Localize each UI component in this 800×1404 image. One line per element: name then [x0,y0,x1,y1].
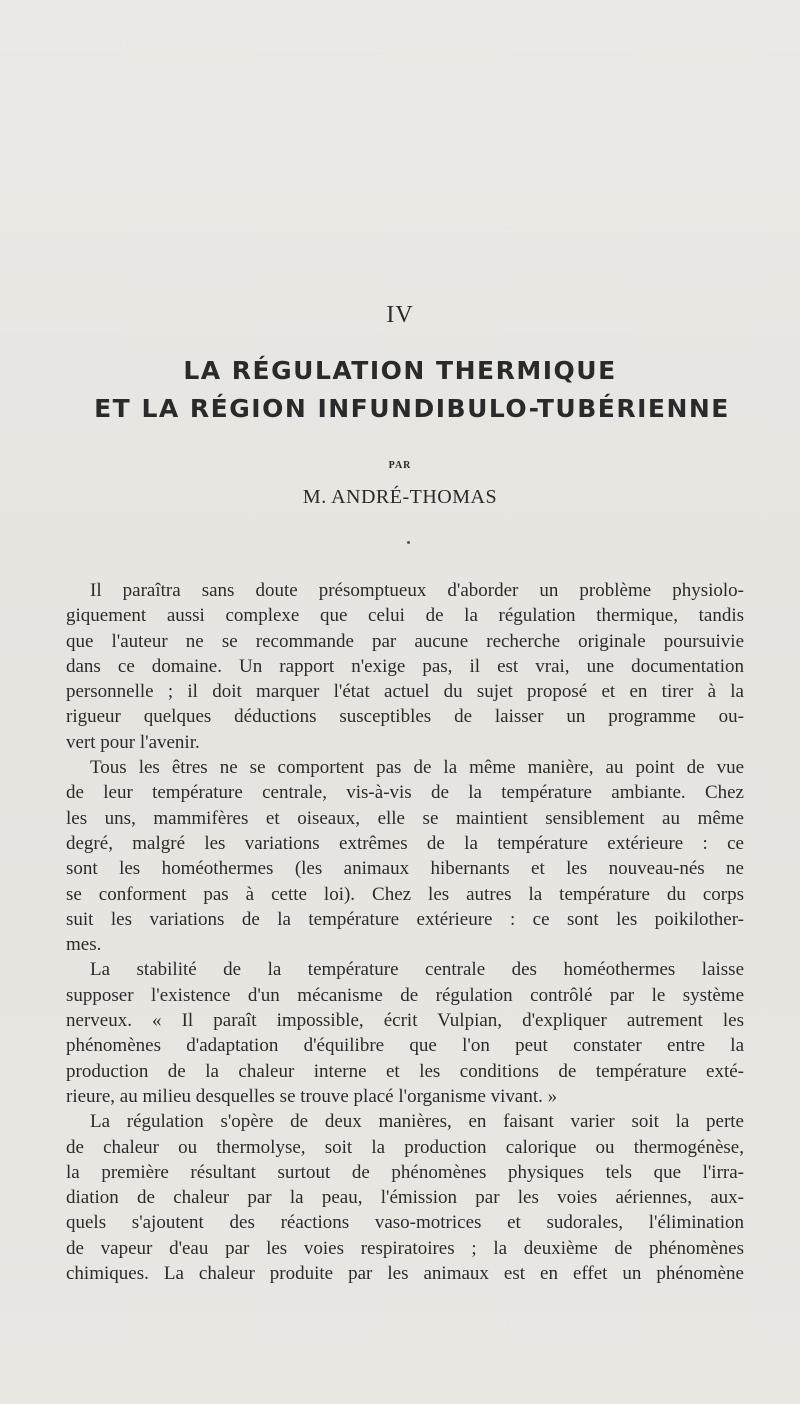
text-line: la première résultant surtout de phénomènes physiques tels que l'irra- [66,1161,744,1183]
text-line: degré, malgré les variations extrêmes de la température extérieure : ce [66,832,744,854]
author-name: M. ANDRÉ-THOMAS [302,486,498,508]
text-line: nerveux. « Il paraît impossible, écrit Vulpian, d'expliquer autrement les [66,1010,744,1032]
by-label: PAR [388,460,412,471]
text-line: production de la chaleur interne et les conditions de température exté- [66,1060,744,1082]
text-line: Il paraîtra sans doute présomptueux d'aborder un problème physiolo- [90,580,744,601]
text-line: de chaleur ou thermolyse, soit la production calorique ou thermogénèse, [66,1136,744,1158]
text-line: de leur température centrale, vis-à-vis de la température ambiante. Chez [66,782,744,804]
text-line: Tous les êtres ne se comportent pas de la même manière, au point de vue [90,757,744,779]
chapter-title-line-2: ET LA RÉGION INFUNDIBULO-TUBÉRIENNE [94,394,730,423]
separator-dot [407,541,410,544]
chapter-number: IV [386,302,414,328]
text-line: les uns, mammifères et oiseaux, elle se maintient sensiblement au même [66,807,744,829]
text-line: que l'auteur ne se recommande par aucune recherche originale poursuivie [66,630,744,652]
text-line: diation de chaleur par la peau, l'émission par les voies aériennes, aux- [66,1187,744,1209]
text-line: vert pour l'avenir. [66,731,200,753]
text-line: mes. [66,934,102,956]
text-line: personnelle ; il doit marquer l'état actuel du sujet proposé et en tirer à la [66,681,744,703]
text-line: La stabilité de la température centrale des homéothermes laisse [90,959,744,981]
text-line: rieure, au milieu desquelles se trouve placé l'organisme vivant. » [66,1085,558,1107]
text-line: phénomènes d'adaptation d'équilibre que l'on peut constater entre la [66,1035,744,1057]
text-line: rigueur quelques déductions susceptibles de laisser un programme ou- [66,706,744,728]
text-line: suit les variations de la température extérieure : ce sont les poikilother- [66,908,744,930]
text-line: dans ce domaine. Un rapport n'exige pas, il est vrai, une documentation [66,655,744,677]
text-line: sont les homéothermes (les animaux hibernants et les nouveau-nés ne [66,858,744,880]
text-line: quels s'ajoutent des réactions vaso-motrices et sudorales, l'élimination [66,1212,744,1234]
text-line: supposer l'existence d'un mécanisme de régulation contrôlé par le système [66,984,744,1006]
text-line: de vapeur d'eau par les voies respiratoires ; la deuxième de phénomènes [66,1237,744,1259]
text-line: se conforment pas à cette loi). Chez les autres la température du corps [66,883,744,905]
text-line: giquement aussi complexe que celui de la régulation thermique, tandis [66,605,744,627]
text-line: chimiques. La chaleur produite par les animaux est en effet un phénomène [66,1263,744,1285]
text-line: La régulation s'opère de deux manières, en faisant varier soit la perte [90,1111,744,1133]
chapter-title-line-1: LA RÉGULATION THERMIQUE [183,356,617,385]
body-text [66,578,744,1286]
